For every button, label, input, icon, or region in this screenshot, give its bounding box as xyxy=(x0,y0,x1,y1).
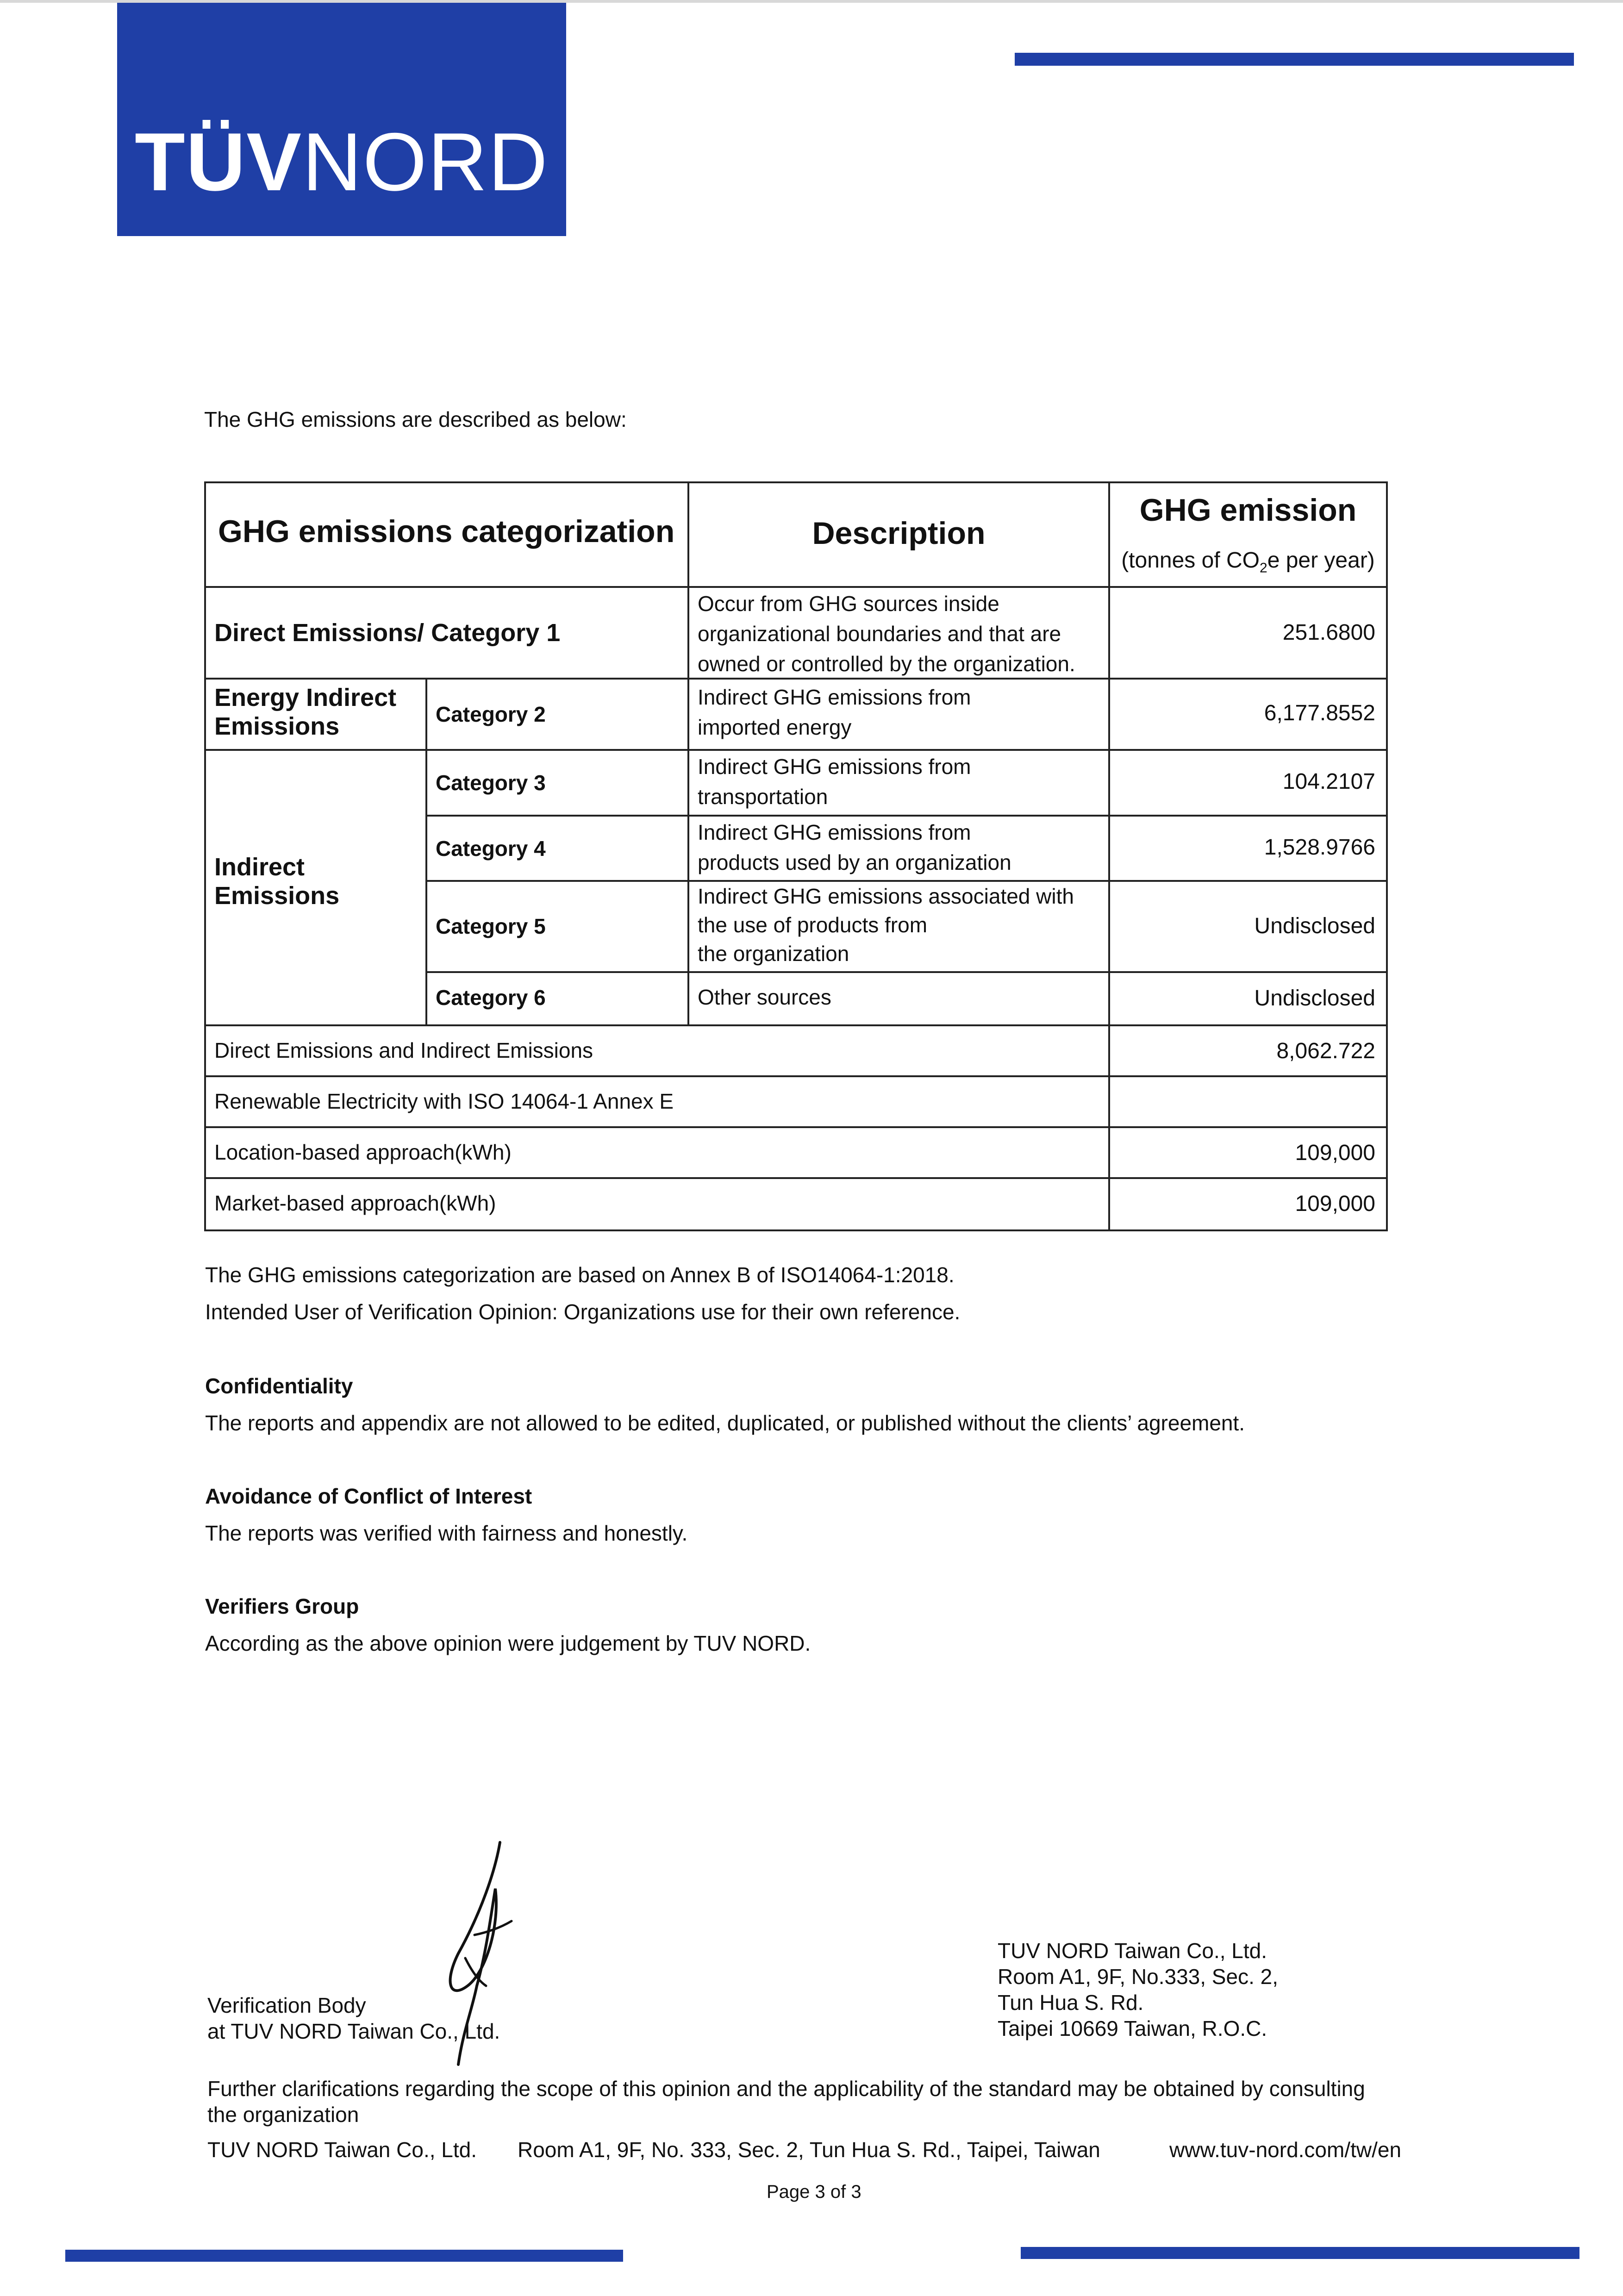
header-accent-bar xyxy=(1015,53,1574,66)
footer-company: TUV NORD Taiwan Co., Ltd. xyxy=(207,2138,477,2162)
direct-emissions-description: Occur from GHG sources inside organizational boundaries and that are owned or controlled by the organization. xyxy=(698,592,1075,676)
direct-emissions-value: 251.6800 xyxy=(1282,620,1375,645)
section-title-conflict-of-interest: Avoidance of Conflict of Interest xyxy=(205,1484,532,1508)
note-intended-user: Intended User of Verification Opinion: Organizations use for their own reference. xyxy=(205,1300,961,1324)
section-title-verifiers-group: Verifiers Group xyxy=(205,1594,359,1618)
direct-emissions-label: Direct Emissions/ Category 1 xyxy=(214,619,561,647)
category-6-value: Undisclosed xyxy=(1254,986,1375,1011)
total-emissions-label: Direct Emissions and Indirect Emissions xyxy=(214,1038,593,1062)
energy-indirect-group-label: Energy Indirect Emissions xyxy=(214,684,397,740)
category-6-description: Other sources xyxy=(698,985,831,1009)
section-text-verifiers-group: According as the above opinion were judgement by TUV NORD. xyxy=(205,1631,811,1655)
footer-website-link[interactable]: www.tuv-nord.com/tw/en xyxy=(1169,2138,1402,2162)
section-title-confidentiality: Confidentiality xyxy=(205,1374,353,1398)
footer-address: Room A1, 9F, No. 333, Sec. 2, Tun Hua S. Rd., Taipei, Taiwan xyxy=(518,2138,1100,2162)
footer-clarification: Further clarifications regarding the scope of this opinion and the applicability of the standard may be obtained by consulting the organization xyxy=(207,2077,1365,2127)
category-6-label: Category 6 xyxy=(436,986,546,1010)
category-2-label: Category 2 xyxy=(436,702,546,726)
header-emission-unit: (tonnes of $CO_2e$ per year) xyxy=(1121,548,1375,576)
indirect-group-label: Indirect Emissions xyxy=(214,853,340,910)
category-5-label: Category 5 xyxy=(436,914,546,938)
section-text-confidentiality: The reports and appendix are not allowed to be edited, duplicated, or published without the clients’ agreement. xyxy=(205,1411,1245,1435)
category-4-label: Category 4 xyxy=(436,836,546,861)
location-based-label: Location-based approach(kWh) xyxy=(214,1140,512,1164)
market-based-label: Market-based approach(kWh) xyxy=(214,1191,496,1215)
category-2-description: Indirect GHG emissions from imported energy xyxy=(698,685,971,739)
category-2-value: 6,177.8552 xyxy=(1264,701,1375,725)
footer-accent-bar-left xyxy=(65,2250,623,2262)
header-description: Description xyxy=(812,516,986,551)
category-4-value: 1,528.9766 xyxy=(1264,835,1375,860)
intro-text: The GHG emissions are described as below: xyxy=(204,407,627,431)
total-emissions-value: 8,062.722 xyxy=(1276,1039,1375,1063)
header-categorization: GHG emissions categorization xyxy=(218,514,675,549)
footer-accent-bar-right xyxy=(1021,2247,1579,2259)
category-4-description: Indirect GHG emissions from products used by an organization xyxy=(698,820,1011,874)
verifier-address: TUV NORD Taiwan Co., Ltd. Room A1, 9F, No.333, Sec. 2, Tun Hua S. Rd. Taipei 10669 Taiwan, R.O.C. xyxy=(998,1939,1278,2040)
page-number: Page 3 of 3 xyxy=(767,2182,861,2202)
logo-wordmark: TÜVNORD xyxy=(134,116,549,208)
category-5-value: Undisclosed xyxy=(1254,914,1375,938)
renewable-electricity-label: Renewable Electricity with ISO 14064-1 Annex E xyxy=(214,1089,674,1113)
category-3-label: Category 3 xyxy=(436,771,546,795)
category-5-description: Indirect GHG emissions associated with the use of products from the organization xyxy=(698,884,1074,966)
section-text-conflict-of-interest: The reports was verified with fairness and honestly. xyxy=(205,1521,688,1545)
handwritten-signature xyxy=(431,1833,523,2074)
category-3-description: Indirect GHG emissions from transportation xyxy=(698,755,971,809)
market-based-value: 109,000 xyxy=(1295,1192,1375,1216)
note-categorization-basis: The GHG emissions categorization are based on Annex B of ISO14064-1:2018. xyxy=(205,1263,955,1287)
header-ghg-emission: GHG emission xyxy=(1139,493,1357,528)
category-3-value: 104.2107 xyxy=(1282,769,1375,794)
location-based-value: 109,000 xyxy=(1295,1141,1375,1165)
ghg-emissions-table xyxy=(204,481,1388,1231)
signature-caption: Verification Body at TUV NORD Taiwan Co., Ltd. xyxy=(207,1993,500,2043)
